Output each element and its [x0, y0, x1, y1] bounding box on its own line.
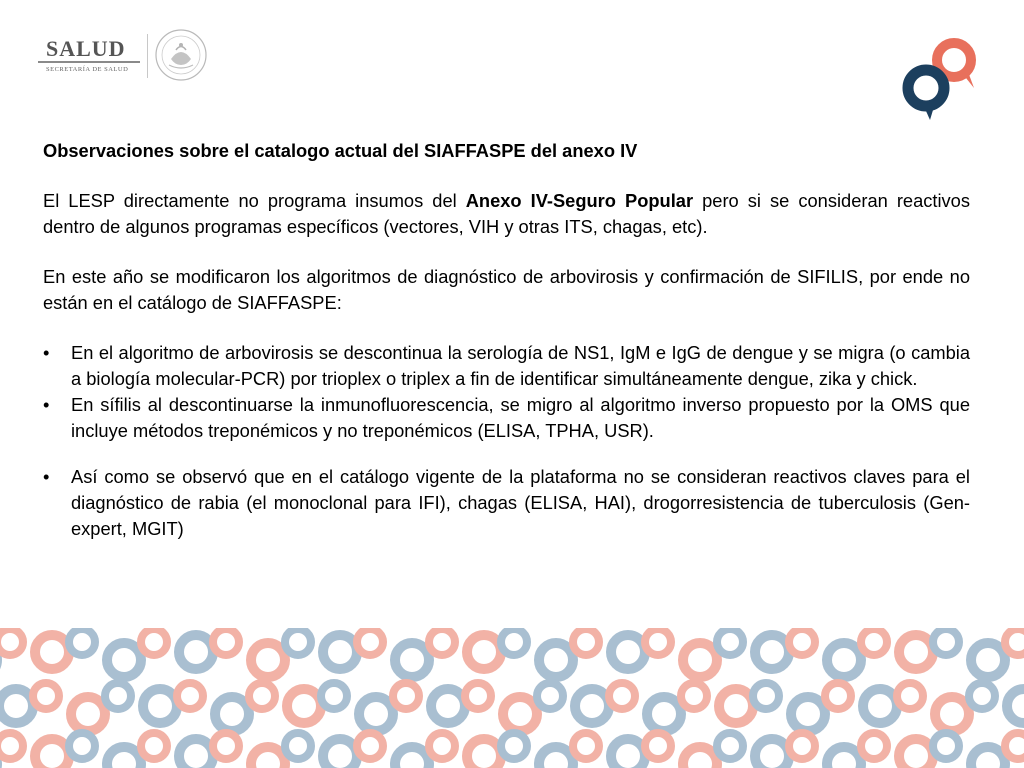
pattern-ring: [323, 739, 357, 768]
pattern-ring: [827, 747, 861, 768]
bullet-text-reactivos: Así como se observó que en el catálogo vigente de la plataforma no se consideran reactivos claves para el diagnóstico de rabia (el monoclonal para IFI), chagas (ELISA, HAI), drogorresistencia de tuberculosis (Gen-expert, MGIT): [71, 466, 970, 539]
pattern-ring: [141, 733, 167, 759]
pattern-ring: [719, 689, 753, 723]
pattern-ring: [717, 629, 743, 655]
pattern-ring: [863, 689, 897, 723]
pattern-ring: [933, 733, 959, 759]
bullet-icon: •: [43, 342, 50, 363]
pattern-ring: [683, 747, 717, 768]
pattern-ring: [0, 629, 23, 655]
pattern-ring: [755, 635, 789, 669]
pattern-ring: [861, 733, 887, 759]
pattern-ring: [33, 683, 59, 709]
pattern-ring: [141, 629, 167, 655]
pattern-ring: [971, 747, 1005, 768]
pattern-ring: [647, 697, 681, 731]
paragraph-lesp-end: pero si se consideran reactivos dentro de algunos programas específicos (vectores, VIH y otras ITS, chagas, etc).: [43, 190, 970, 237]
pattern-ring: [899, 635, 933, 669]
pattern-ring: [825, 683, 851, 709]
pattern-ring: [285, 629, 311, 655]
pattern-ring: [213, 733, 239, 759]
pattern-ring: [611, 739, 645, 768]
pattern-ring: [285, 733, 311, 759]
pattern-ring: [35, 739, 69, 768]
pattern-ring: [791, 697, 825, 731]
logo-divider: [147, 34, 148, 78]
pattern-ring: [1005, 629, 1024, 655]
pattern-ring: [69, 733, 95, 759]
pattern-ring: [969, 683, 995, 709]
pattern-ring: [1007, 689, 1024, 723]
pattern-ring: [395, 643, 429, 677]
pattern-ring: [323, 635, 357, 669]
pattern-ring: [0, 733, 23, 759]
decorative-rings-pattern: [0, 628, 1024, 768]
pattern-ring: [287, 689, 321, 723]
pattern-ring: [501, 629, 527, 655]
pattern-ring: [143, 689, 177, 723]
pattern-ring: [431, 689, 465, 723]
pattern-ring: [573, 733, 599, 759]
bullet-icon: •: [43, 394, 50, 415]
pattern-ring: [251, 747, 285, 768]
pattern-ring: [359, 697, 393, 731]
pattern-ring: [251, 643, 285, 677]
pattern-ring: [971, 643, 1005, 677]
pattern-ring: [827, 643, 861, 677]
pattern-ring: [539, 643, 573, 677]
pattern-ring: [683, 643, 717, 677]
pattern-ring: [35, 635, 69, 669]
paragraph-lesp: [43, 188, 970, 240]
pattern-ring: [861, 629, 887, 655]
pattern-ring: [681, 683, 707, 709]
pattern-ring: [395, 747, 429, 768]
pattern-ring: [179, 739, 213, 768]
pattern-ring: [71, 697, 105, 731]
pattern-ring: [1005, 733, 1024, 759]
pattern-ring: [717, 733, 743, 759]
pattern-ring: [933, 629, 959, 655]
pattern-ring: [429, 629, 455, 655]
bullet-icon: •: [43, 466, 50, 487]
pattern-ring: [897, 683, 923, 709]
bullet-list-algoritmos: [43, 340, 970, 444]
slide-content: [43, 138, 970, 542]
pattern-ring: [789, 629, 815, 655]
pattern-ring: [357, 629, 383, 655]
pattern-ring: [179, 635, 213, 669]
bullet-list-observaciones: [43, 464, 970, 542]
speech-rings-logo-icon: [896, 30, 996, 122]
pattern-ring: [215, 697, 249, 731]
pattern-ring: [645, 629, 671, 655]
pattern-ring: [537, 683, 563, 709]
salud-rule: [38, 61, 140, 63]
pattern-ring: [467, 739, 501, 768]
pattern-ring: [935, 697, 969, 731]
bullet-text-sifilis: En sífilis al descontinuarse la inmunofluorescencia, se migro al algoritmo inverso propuesto por la OMS que incluye métodos treponémicos y no treponémicos (ELISA, TPHA, USR).: [71, 394, 970, 441]
pattern-ring: [177, 683, 203, 709]
paragraph-algoritmos: En este año se modificaron los algoritmos de diagnóstico de arbovirosis y confirmación de SIFILIS, por ende no están en el catálogo de SIAFFASPE:: [43, 266, 970, 313]
pattern-ring: [899, 739, 933, 768]
pattern-ring: [755, 739, 789, 768]
pattern-ring: [645, 733, 671, 759]
anexo-iv-emphasis: Anexo IV-Seguro Popular: [465, 190, 694, 211]
pattern-ring: [467, 635, 501, 669]
pattern-ring: [69, 629, 95, 655]
pattern-ring: [539, 747, 573, 768]
pattern-ring: [501, 733, 527, 759]
salud-logo: [34, 28, 214, 84]
pattern-ring: [213, 629, 239, 655]
pattern-ring: [105, 683, 131, 709]
list-item: [43, 464, 970, 542]
pattern-ring: [503, 697, 537, 731]
bullet-text-arbovirosis: En el algoritmo de arbovirosis se descontinua la serología de NS1, IgM e IgG de dengue y se migra (o cambia a biología molecular-PCR) por trioplex o triplex a fin de identificar simultáneamente dengue, zika y chick.: [71, 342, 970, 389]
pattern-ring: [789, 733, 815, 759]
pattern-ring: [393, 683, 419, 709]
mexico-seal-icon: [154, 28, 208, 82]
pattern-ring: [465, 683, 491, 709]
pattern-ring: [609, 683, 635, 709]
list-item: [43, 392, 970, 444]
pattern-ring: [753, 683, 779, 709]
pattern-ring: [573, 629, 599, 655]
pattern-ring: [249, 683, 275, 709]
pattern-ring: [575, 689, 609, 723]
salud-subtitle: SECRETARÍA DE SALUD: [46, 66, 129, 73]
pattern-ring: [429, 733, 455, 759]
pattern-ring: [0, 689, 33, 723]
paragraph-lesp-start: El LESP directamente no programa insumos del: [43, 190, 466, 211]
pattern-ring: [321, 683, 347, 709]
pattern-ring: [107, 747, 141, 768]
pattern-ring: [107, 643, 141, 677]
salud-wordmark: SALUD: [46, 36, 126, 61]
pattern-ring: [357, 733, 383, 759]
pattern-rings: [0, 629, 1024, 768]
slide-title: Observaciones sobre el catalogo actual del SIAFFASPE del anexo IV: [43, 140, 638, 161]
pattern-ring: [611, 635, 645, 669]
list-item: [43, 340, 970, 392]
